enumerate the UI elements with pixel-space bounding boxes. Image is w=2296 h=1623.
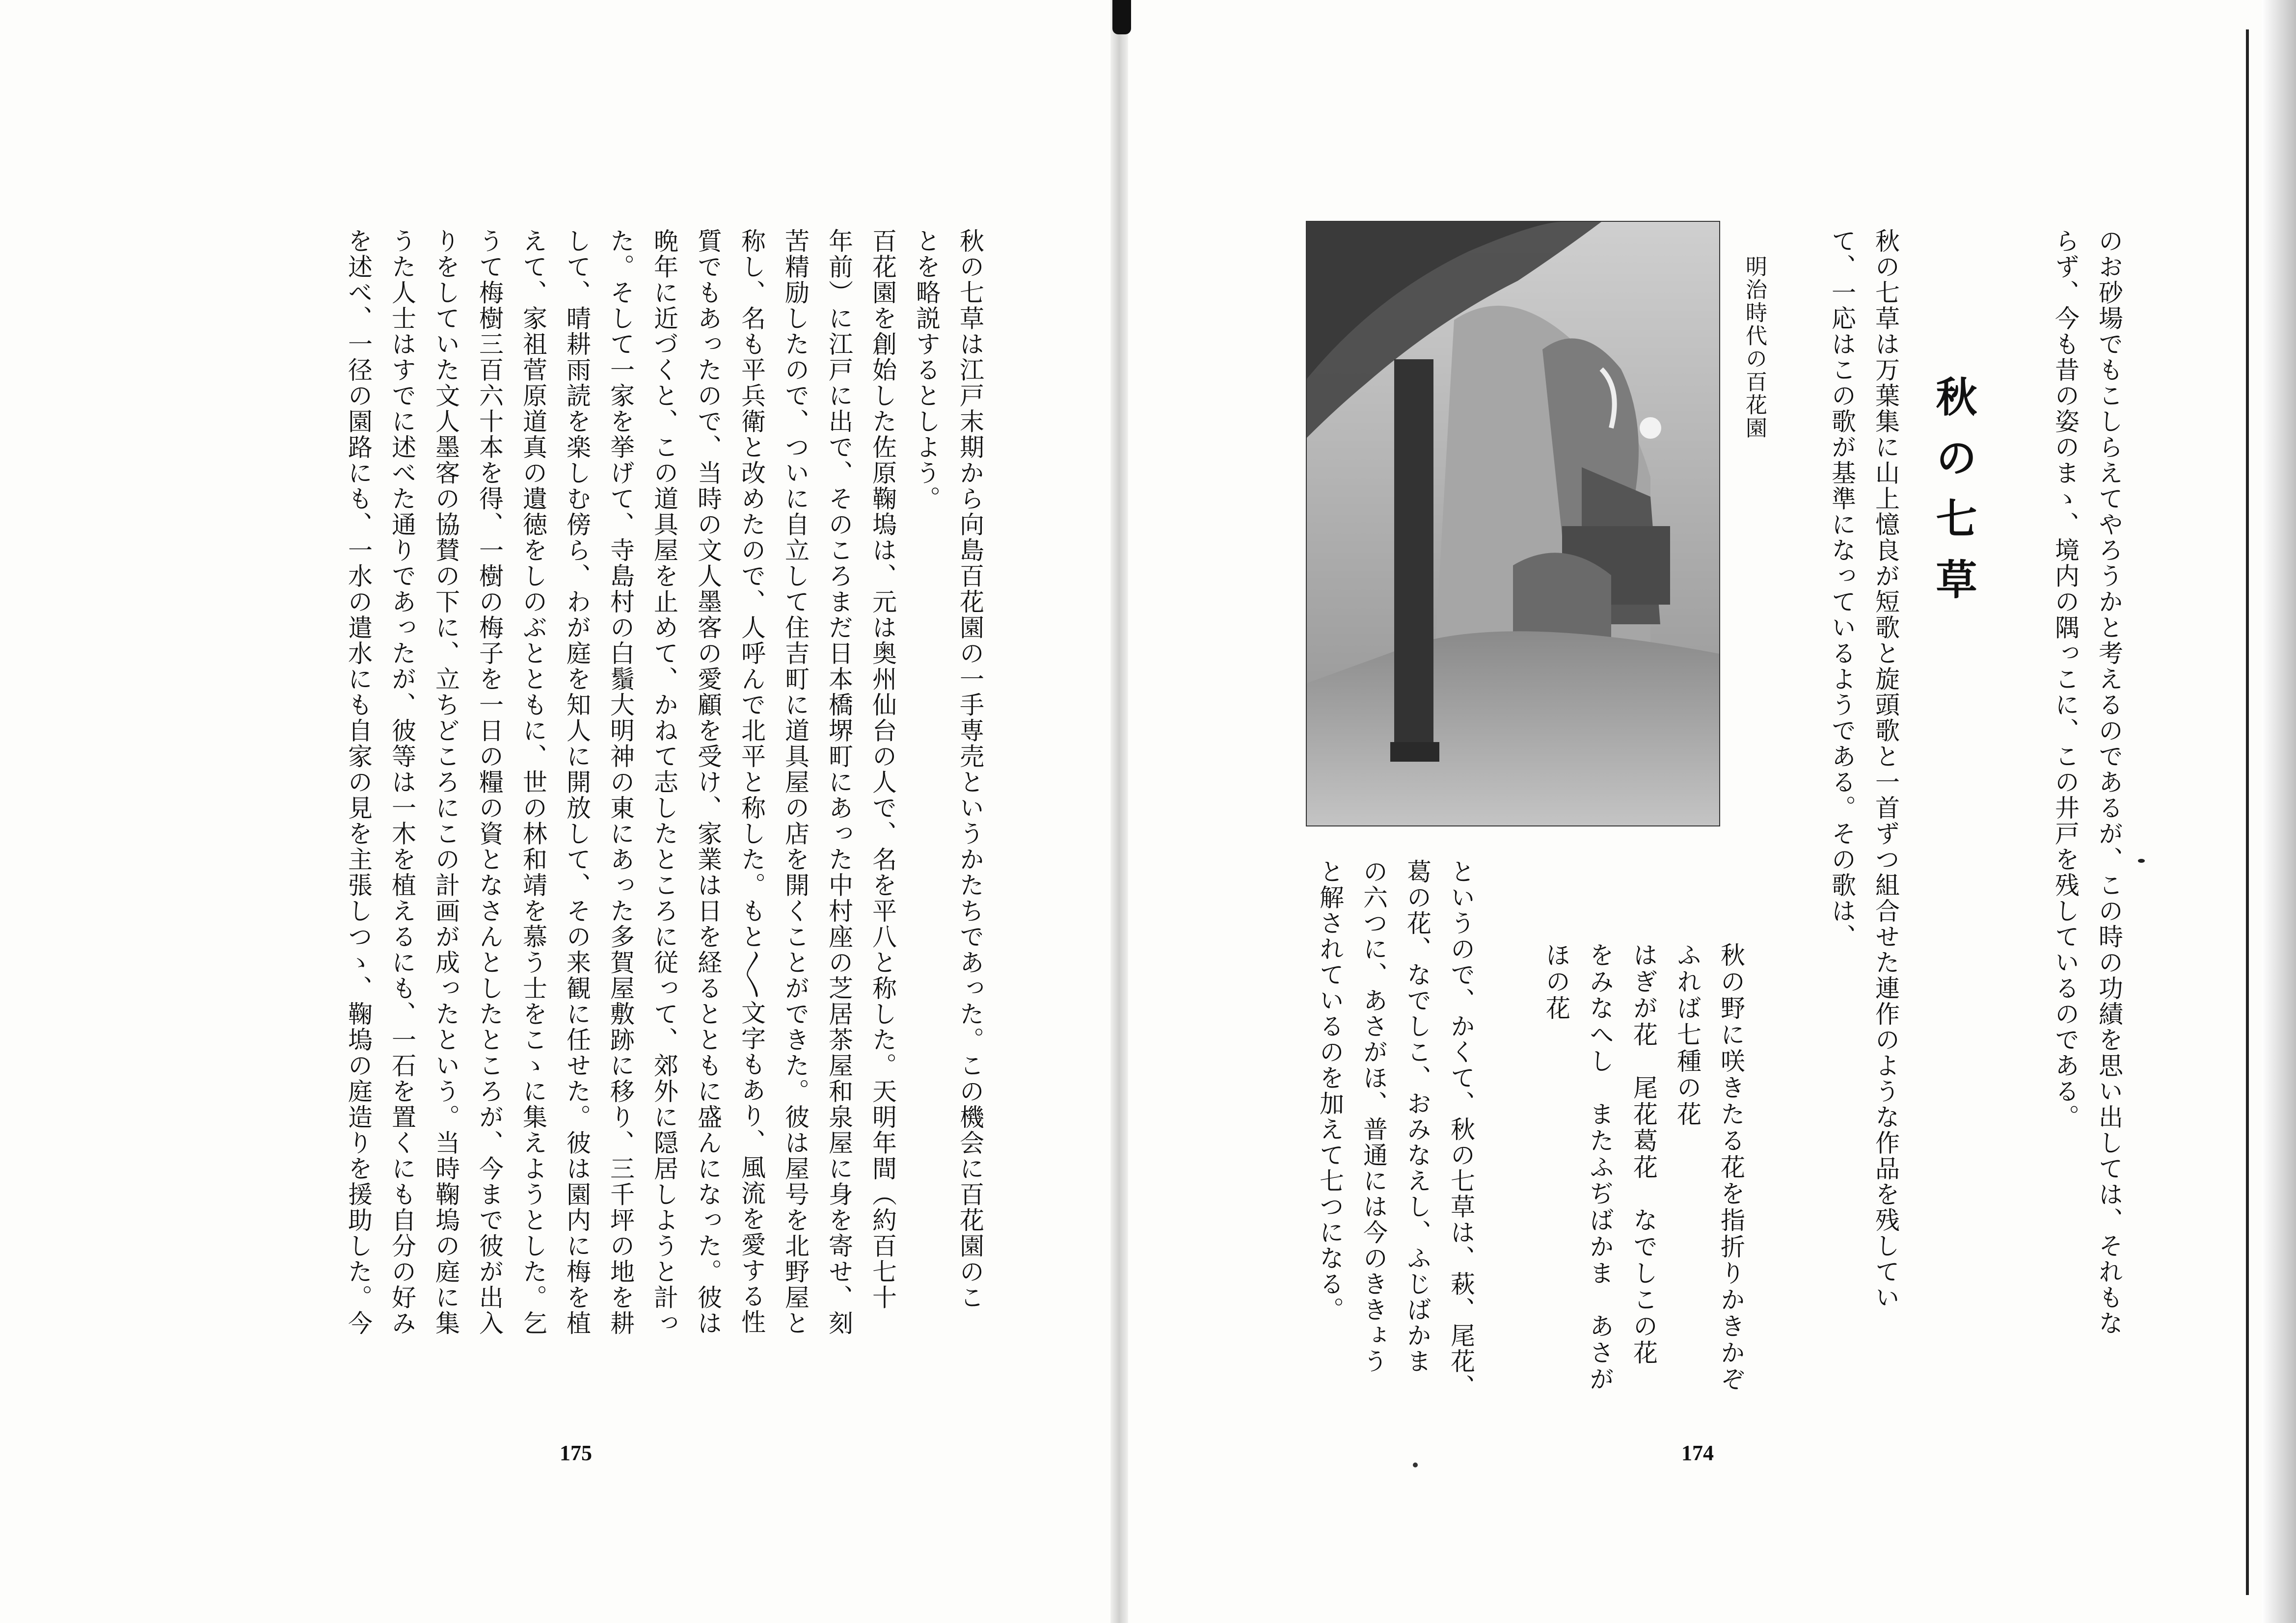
poem-line: 秋の野に咲きたる花を指折りかきかぞ — [1717, 942, 1745, 1393]
section-title: 秋の七草 — [1929, 375, 1978, 619]
text-column: の六つに、あさがほ、普通には今のききょう — [1359, 859, 1388, 1374]
text-column: らず、今も昔の姿のまゝ、境内の隅っこに、この井戸を残しているのである。 — [2051, 228, 2080, 1130]
text-column: 晩年に近づくと、この道具屋を止めて、かねて志したところに従って、郊外に隠居しようと計っ — [650, 228, 678, 1336]
text-column: 質でもあったので、当時の文人墨客の愛顧を受け、家業は日を経るとともに盛んになった。彼は — [694, 228, 722, 1336]
scan-speck — [1413, 1463, 1418, 1467]
text-column: と解されているのを加えて七つになる。 — [1316, 859, 1344, 1323]
right-page-opening — [2013, 228, 2131, 1336]
poem-line: ふれば七種の花 — [1673, 942, 1702, 1128]
text-column: えて、家祖菅原道真の遺徳をしのぶとともに、世の林和靖を慕う士をこゝに集えようとした。乞 — [519, 228, 547, 1336]
text-column: して、晴耕雨読を楽しむ傍ら、わが庭を知人に開放して、その来観に任せた。彼は園内に梅を植 — [563, 228, 591, 1336]
text-column: というので、かくて、秋の七草は、萩、尾花、 — [1447, 859, 1475, 1400]
text-column: て、一応はこの歌が基準になっているようである。その歌は、 — [1828, 228, 1856, 950]
binding-notch — [1112, 0, 1131, 34]
page-number-left: 175 — [560, 1441, 592, 1465]
page-edge-line — [2246, 29, 2249, 1595]
photo-caption: 明治時代の百花園 — [1742, 255, 1767, 440]
text-column: 称し、名も平兵衛と改めたので、人呼んで北平と称した。もと〳〵文字もあり、風流を愛する性 — [737, 228, 766, 1335]
text-column: のお砂場でもこしらえてやろうかと考えるのであるが、この時の功績を思い出しては、それもな — [2095, 228, 2123, 1336]
page-edge — [2262, 0, 2296, 1623]
text-column: た。そして一家を挙げて、寺島村の白鬚大明神の東にあった多賀屋敷跡に移り、三千坪の地を耕 — [606, 228, 635, 1336]
poem-line: ほの花 — [1542, 942, 1570, 1022]
page-number-right: 174 — [1681, 1441, 1714, 1465]
text-column: 苦精励したので、ついに自立して住吉町に道具屋の店を開くことができた。彼は屋号を北野屋と — [781, 228, 810, 1336]
poem-explanation — [1296, 859, 1483, 1423]
left-page-body — [167, 228, 992, 1406]
section-intro — [1760, 228, 1907, 1406]
poem-block — [1542, 942, 1753, 1393]
text-column: 年前）に江戸に出で、そのころまだ日本橋堺町にあった中村座の芝居茶屋和泉屋に身を寄せ、刻 — [825, 228, 853, 1336]
text-column: 秋の七草は万葉集に山上憶良が短歌と旋頭歌と一首ずつ組合せた連作のような作品を残してい — [1871, 228, 1900, 1310]
scan-speck — [2138, 859, 2145, 863]
poem-line: をみなへし またふぢばかま あさが — [1586, 942, 1614, 1393]
text-column: 葛の花、なでしこ、おみなえし、ふじばかま — [1403, 859, 1432, 1374]
text-column: 秋の七草は江戸末期から向島百花園の一手専売というかたちであった。この機会に百花園のこ — [956, 228, 984, 1310]
text-column: りをしていた文人墨客の協賛の下に、立ちどころにこの計画が成ったという。当時鞠塢の庭に集 — [432, 228, 460, 1336]
text-column: を述べ、一径の園路にも、一水の遣水にも自家の見を主張しつゝ、鞠塢の庭造りを援助した。今 — [344, 228, 373, 1336]
text-column: うた人士はすでに述べた通りであったが、彼等は一木を植えるにも、一石を置くにも自分の好み — [388, 228, 416, 1336]
text-column: うて梅樹三百六十本を得、一樹の梅子を一日の糧の資となさんとしたところが、今まで彼が出入 — [475, 228, 504, 1336]
poem-line: はぎが花 尾花葛花 なでしこの花 — [1629, 942, 1658, 1366]
garden-photo — [1306, 221, 1720, 826]
book-gutter — [1110, 0, 1128, 1623]
text-column: とを略説するとしよう。 — [912, 228, 941, 512]
text-column: 百花園を創始した佐原鞠塢は、元は奥州仙台の人で、名を平八と称した。天明年間（約百七十 — [868, 228, 897, 1310]
